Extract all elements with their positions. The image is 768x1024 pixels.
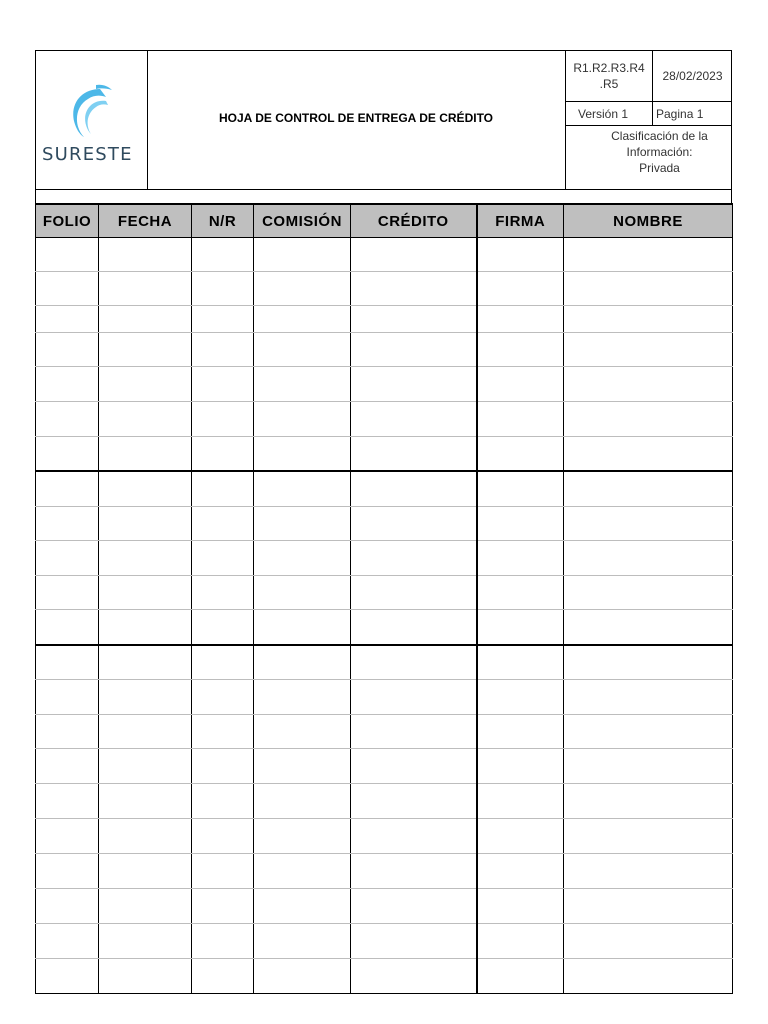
cell-comision: [254, 541, 351, 576]
table-row: [36, 889, 733, 924]
cell-folio: [36, 959, 99, 994]
cell-firma: [477, 715, 564, 749]
credit-control-table: [35, 203, 733, 994]
table-row: [36, 402, 733, 437]
cell-nr: [192, 507, 254, 541]
table-row: [36, 819, 733, 854]
table-row: [36, 645, 733, 680]
table-row: [36, 749, 733, 784]
cell-fecha: [99, 889, 192, 924]
cell-firma: [477, 854, 564, 889]
cell-fecha: [99, 819, 192, 854]
cell-nombre: [564, 610, 733, 646]
cell-credito: [351, 541, 477, 576]
cell-nr: [192, 924, 254, 959]
document-date: 28/02/2023: [653, 51, 732, 102]
cell-firma: [477, 924, 564, 959]
cell-nr: [192, 645, 254, 680]
column-header-nr: N/R: [192, 204, 254, 238]
cell-firma: [477, 576, 564, 610]
column-header-fecha: FECHA: [99, 204, 192, 238]
cell-fecha: [99, 367, 192, 402]
cell-comision: [254, 819, 351, 854]
table-row: [36, 437, 733, 472]
cell-comision: [254, 645, 351, 680]
cell-firma: [477, 889, 564, 924]
cell-credito: [351, 471, 477, 507]
title-cell: [147, 51, 565, 189]
cell-nr: [192, 437, 254, 472]
cell-comision: [254, 715, 351, 749]
cell-credito: [351, 333, 477, 367]
table-header-row: [36, 204, 733, 238]
column-header-firma: FIRMA: [477, 204, 564, 238]
cell-firma: [477, 645, 564, 680]
classification-line: Clasificación de la: [611, 129, 708, 143]
cell-folio: [36, 333, 99, 367]
cell-nr: [192, 715, 254, 749]
classification-line: Información:: [626, 145, 693, 159]
cell-folio: [36, 889, 99, 924]
cell-folio: [36, 854, 99, 889]
cell-nombre: [564, 680, 733, 715]
cell-folio: [36, 471, 99, 507]
metadata-block: [565, 51, 732, 189]
cell-comision: [254, 507, 351, 541]
cell-credito: [351, 610, 477, 646]
table-row: [36, 610, 733, 646]
cell-credito: [351, 924, 477, 959]
cell-firma: [477, 819, 564, 854]
cell-comision: [254, 402, 351, 437]
table-row: [36, 507, 733, 541]
cell-nr: [192, 367, 254, 402]
cell-comision: [254, 238, 351, 272]
table-row: [36, 541, 733, 576]
cell-fecha: [99, 645, 192, 680]
cell-comision: [254, 367, 351, 402]
cell-nombre: [564, 854, 733, 889]
logo-cell: [36, 51, 148, 189]
cell-fecha: [99, 715, 192, 749]
cell-nr: [192, 610, 254, 646]
cell-nr: [192, 819, 254, 854]
cell-nr: [192, 272, 254, 306]
table-row: [36, 715, 733, 749]
cell-comision: [254, 306, 351, 333]
cell-firma: [477, 471, 564, 507]
cell-credito: [351, 402, 477, 437]
cell-credito: [351, 819, 477, 854]
cell-credito: [351, 784, 477, 819]
cell-nombre: [564, 507, 733, 541]
table-row: [36, 680, 733, 715]
cell-nr: [192, 402, 254, 437]
cell-nr: [192, 749, 254, 784]
cell-nombre: [564, 471, 733, 507]
cell-folio: [36, 576, 99, 610]
cell-comision: [254, 610, 351, 646]
document-code: R1.R2.R3.R4 .R5: [566, 51, 653, 102]
cell-comision: [254, 784, 351, 819]
cell-folio: [36, 367, 99, 402]
table-row: [36, 238, 733, 272]
logo-wordmark: SURESTE: [42, 144, 133, 165]
cell-nombre: [564, 749, 733, 784]
cell-nombre: [564, 367, 733, 402]
table-row: [36, 306, 733, 333]
cell-firma: [477, 437, 564, 472]
cell-nr: [192, 306, 254, 333]
cell-fecha: [99, 272, 192, 306]
column-header-nombre: NOMBRE: [564, 204, 733, 238]
cell-folio: [36, 749, 99, 784]
table-row: [36, 576, 733, 610]
cell-comision: [254, 437, 351, 472]
table-row: [36, 959, 733, 994]
cell-fecha: [99, 507, 192, 541]
cell-nr: [192, 784, 254, 819]
cell-firma: [477, 784, 564, 819]
cell-nombre: [564, 784, 733, 819]
cell-credito: [351, 645, 477, 680]
cell-firma: [477, 507, 564, 541]
cell-nombre: [564, 819, 733, 854]
sureste-logo-icon: [60, 81, 116, 139]
cell-credito: [351, 749, 477, 784]
table-row: [36, 784, 733, 819]
cell-firma: [477, 306, 564, 333]
cell-folio: [36, 238, 99, 272]
cell-folio: [36, 715, 99, 749]
cell-credito: [351, 959, 477, 994]
cell-comision: [254, 924, 351, 959]
cell-folio: [36, 402, 99, 437]
cell-firma: [477, 272, 564, 306]
cell-folio: [36, 784, 99, 819]
cell-comision: [254, 854, 351, 889]
cell-nr: [192, 959, 254, 994]
cell-fecha: [99, 541, 192, 576]
table-row: [36, 272, 733, 306]
cell-folio: [36, 306, 99, 333]
cell-folio: [36, 645, 99, 680]
cell-nr: [192, 541, 254, 576]
cell-fecha: [99, 402, 192, 437]
cell-fecha: [99, 238, 192, 272]
cell-credito: [351, 238, 477, 272]
cell-nr: [192, 238, 254, 272]
cell-comision: [254, 272, 351, 306]
cell-fecha: [99, 959, 192, 994]
cell-credito: [351, 437, 477, 472]
cell-nombre: [564, 437, 733, 472]
cell-comision: [254, 680, 351, 715]
table-row: [36, 924, 733, 959]
cell-folio: [36, 272, 99, 306]
cell-firma: [477, 333, 564, 367]
cell-fecha: [99, 437, 192, 472]
cell-fecha: [99, 680, 192, 715]
cell-nr: [192, 680, 254, 715]
table-row: [36, 471, 733, 507]
cell-nombre: [564, 645, 733, 680]
cell-comision: [254, 576, 351, 610]
table-row: [36, 333, 733, 367]
spacer-row: [35, 190, 732, 203]
cell-fecha: [99, 576, 192, 610]
cell-nombre: [564, 576, 733, 610]
cell-firma: [477, 402, 564, 437]
cell-comision: [254, 749, 351, 784]
cell-folio: [36, 437, 99, 472]
document-title: HOJA DE CONTROL DE ENTREGA DE CRÉDITO: [218, 111, 494, 125]
cell-fecha: [99, 924, 192, 959]
cell-nombre: [564, 272, 733, 306]
column-header-comision: COMISIÓN: [254, 204, 351, 238]
cell-credito: [351, 889, 477, 924]
cell-nombre: [564, 715, 733, 749]
cell-nombre: [564, 889, 733, 924]
cell-fecha: [99, 306, 192, 333]
cell-folio: [36, 610, 99, 646]
cell-credito: [351, 306, 477, 333]
cell-nr: [192, 333, 254, 367]
cell-comision: [254, 889, 351, 924]
cell-folio: [36, 924, 99, 959]
cell-credito: [351, 576, 477, 610]
cell-fecha: [99, 749, 192, 784]
column-header-credito: CRÉDITO: [351, 204, 477, 238]
cell-comision: [254, 959, 351, 994]
cell-firma: [477, 749, 564, 784]
cell-folio: [36, 819, 99, 854]
page-number: Pagina 1: [653, 102, 732, 126]
cell-folio: [36, 680, 99, 715]
cell-nr: [192, 854, 254, 889]
cell-fecha: [99, 333, 192, 367]
cell-nr: [192, 889, 254, 924]
document-header: [35, 50, 732, 190]
cell-firma: [477, 610, 564, 646]
cell-nr: [192, 576, 254, 610]
table-row: [36, 854, 733, 889]
cell-fecha: [99, 854, 192, 889]
cell-credito: [351, 507, 477, 541]
cell-nombre: [564, 541, 733, 576]
cell-nombre: [564, 959, 733, 994]
cell-credito: [351, 680, 477, 715]
cell-nr: [192, 471, 254, 507]
cell-credito: [351, 715, 477, 749]
cell-nombre: [564, 306, 733, 333]
cell-firma: [477, 367, 564, 402]
cell-credito: [351, 367, 477, 402]
column-header-folio: FOLIO: [36, 204, 99, 238]
cell-firma: [477, 238, 564, 272]
cell-nombre: [564, 238, 733, 272]
cell-fecha: [99, 784, 192, 819]
cell-nombre: [564, 402, 733, 437]
cell-comision: [254, 333, 351, 367]
table-row: [36, 367, 733, 402]
cell-firma: [477, 959, 564, 994]
classification: [566, 126, 732, 189]
cell-fecha: [99, 610, 192, 646]
cell-folio: [36, 507, 99, 541]
document-version: Versión 1: [566, 102, 653, 126]
cell-nombre: [564, 924, 733, 959]
cell-nombre: [564, 333, 733, 367]
cell-fecha: [99, 471, 192, 507]
classification-line: Privada: [639, 161, 680, 175]
cell-firma: [477, 680, 564, 715]
cell-firma: [477, 541, 564, 576]
cell-folio: [36, 541, 99, 576]
cell-credito: [351, 854, 477, 889]
cell-credito: [351, 272, 477, 306]
cell-comision: [254, 471, 351, 507]
